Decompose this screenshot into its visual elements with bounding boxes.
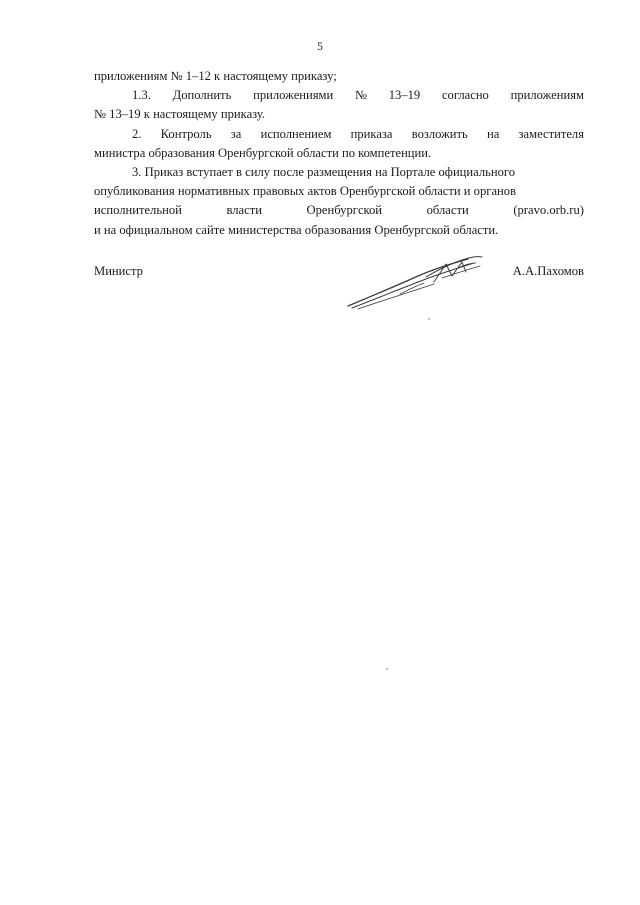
paragraph-3-line-3 [94, 201, 584, 220]
paragraph-3-line-4: и на официальном сайте министерства образования Оренбургской области. [94, 222, 499, 237]
paragraph-3-line-2: опубликования нормативных правовых актов Оренбургской области и органов [94, 184, 517, 199]
page-number: 5 [317, 41, 323, 53]
word: приложениями [253, 88, 334, 103]
paragraph-2-line-1 [94, 125, 584, 144]
word: Оренбургской [306, 203, 383, 218]
paragraph-2-line-2: министра образования Оренбургской области по компетенции. [94, 145, 432, 160]
word: 13–19 [388, 88, 421, 103]
word: (pravo.orb.ru) [513, 203, 584, 218]
word: 2. [132, 126, 142, 141]
word: исполнением [260, 126, 332, 141]
paragraph-1-3-line-2: № 13–19 к настоящему приказу. [94, 107, 266, 122]
word: Дополнить [172, 88, 232, 103]
signatory-name: А.А.Пахомов [512, 264, 584, 278]
paragraph-1-3-line-1 [94, 86, 584, 105]
handwritten-signature [338, 248, 488, 320]
word: исполнительной [94, 203, 182, 218]
word: согласно [441, 88, 489, 103]
word: на [487, 126, 500, 141]
word: за [230, 126, 242, 141]
word: власти [226, 203, 262, 218]
word: заместителя [518, 126, 584, 141]
word: № [354, 88, 368, 103]
word: приложениям [510, 88, 584, 103]
word: Контроль [160, 126, 212, 141]
document-body [94, 67, 584, 240]
word: возложить [411, 126, 468, 141]
signatory-title: Министр [94, 264, 143, 278]
word: 1.3. [132, 88, 151, 103]
paragraph-3-line-1: 3. Приказ вступает в силу после размещения на Портале официального [132, 164, 516, 179]
scan-speck [386, 668, 388, 670]
paragraph-continuation: приложениям № 1–12 к настоящему приказу; [94, 69, 337, 83]
scan-speck [428, 318, 430, 320]
word: области [426, 203, 469, 218]
word: приказа [350, 126, 393, 141]
